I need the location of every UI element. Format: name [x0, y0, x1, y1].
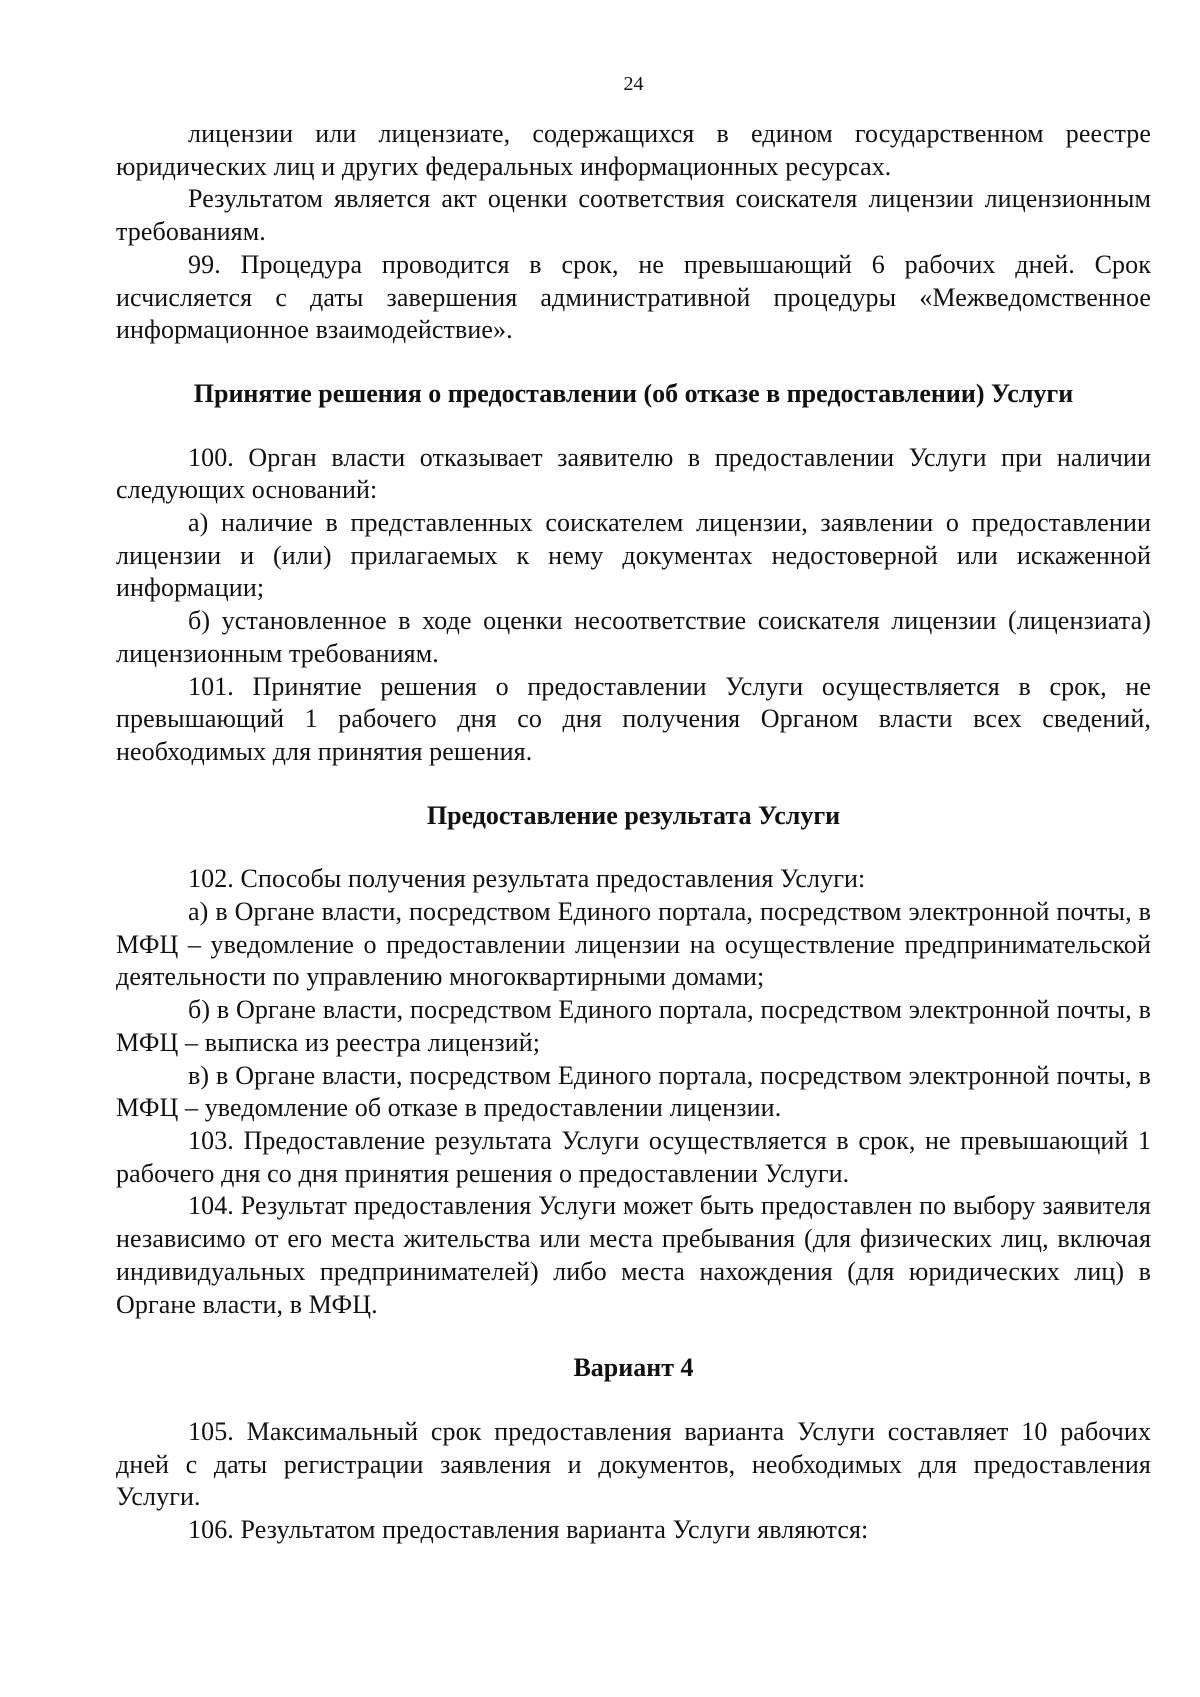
page-number: 24: [623, 73, 644, 95]
paragraph: 99. Процедура проводится в срок, не превышающий 6 рабочих дней. Срок исчисляется с даты завершения административной процедуры «Межведомственное информационное взаимодействие».: [116, 249, 1151, 345]
paragraph: 105. Максимальный срок предоставления варианта Услуги составляет 10 рабочих дней с даты регистрации заявления и документов, необходимых для предоставления Услуги.: [116, 1416, 1151, 1512]
paragraph: 100. Орган власти отказывает заявителю в предоставлении Услуги при наличии следующих оснований:: [116, 442, 1151, 505]
paragraph: б) установленное в ходе оценки несоответствие соискателя лицензии (лицензиата) лицензионным требованиям.: [116, 606, 1151, 668]
paragraph: б) в Органе власти, посредством Единого портала, посредством электронной почты, в МФЦ – выписка из реестра лицензий;: [116, 995, 1151, 1057]
paragraph: Результатом является акт оценки соответствия соискателя лицензии лицензионным требованиям.: [116, 184, 1151, 247]
section-heading: Принятие решения о предоставлении (об отказе в предоставлении) Услуги: [193, 378, 1074, 408]
paragraph: 103. Предоставление результата Услуги осуществляется в срок, не превышающий 1 рабочего дня со дня принятия решения о предоставлении Услуги.: [116, 1125, 1151, 1188]
paragraph: в) в Органе власти, посредством Единого портала, посредством электронной почты, в МФЦ – уведомление об отказе в предоставлении лицензии.: [116, 1060, 1151, 1123]
paragraph: 106. Результатом предоставления варианта Услуги являются:: [188, 1515, 869, 1545]
document-body: [116, 118, 1151, 1547]
paragraph: 104. Результат предоставления Услуги может быть предоставлен по выбору заявителя независимо от его места жительства или места пребывания (для физических лиц, включая индивидуальных предпринимателей) либо места нахождения (для юридических лиц) в Органе власти, в МФЦ.: [116, 1191, 1151, 1319]
section-heading: Вариант 4: [573, 1353, 694, 1383]
paragraph: 101. Принятие решения о предоставлении Услуги осуществляется в срок, не превышающий 1 рабочего дня со дня получения Органом власти всех сведений, необходимых для принятия решения.: [116, 671, 1151, 766]
paragraph: а) в Органе власти, посредством Единого портала, посредством электронной почты, в МФЦ – уведомление о предоставлении лицензии на осуществление предпринимательской деятельности по управлению многоквартирными домами;: [116, 897, 1151, 992]
paragraph: лицензии или лицензиате, содержащихся в едином государственном реестре юридических лиц и других федеральных информационных ресурсах.: [116, 119, 1151, 181]
paragraph: а) наличие в представленных соискателем лицензии, заявлении о предоставлении лицензии и (или) прилагаемых к нему документах недостоверной или искаженной информации;: [116, 508, 1151, 603]
paragraph: 102. Способы получения результата предоставления Услуги:: [188, 864, 866, 894]
section-heading: Предоставление результата Услуги: [426, 800, 841, 830]
